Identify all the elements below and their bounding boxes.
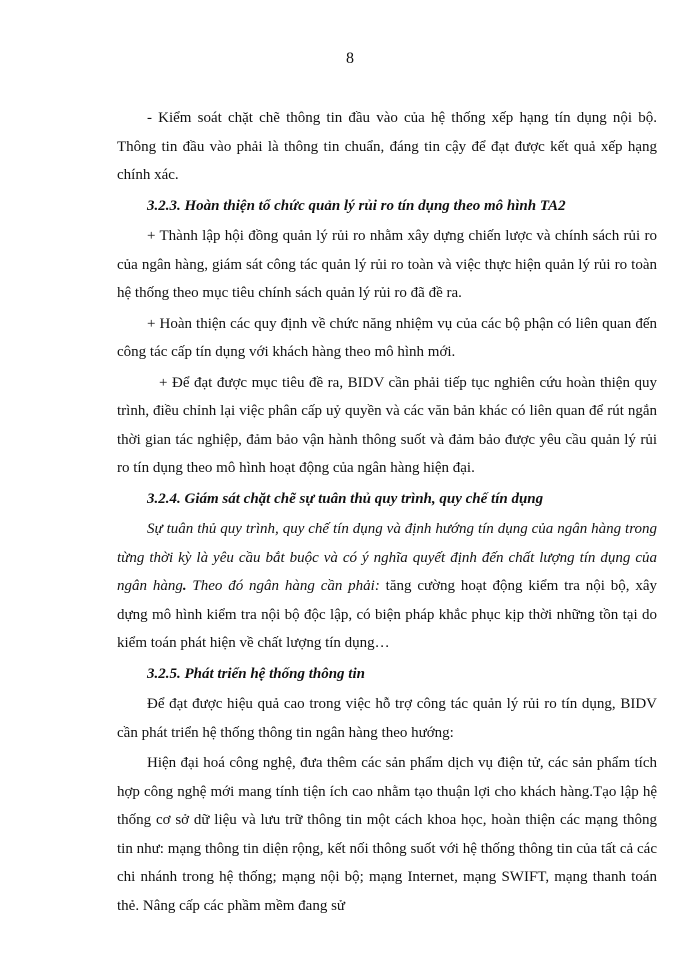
paragraph-regulations: + Hoàn thiện các quy định về chức năng nhiệm vụ của các bộ phận có liên quan đến công tác cấp tín dụng với khách hàng theo mô hình mới. [117, 315, 657, 360]
paragraph-modernization: Hiện đại hoá công nghệ, đưa thêm các sản phẩm dịch vụ điện tử, các sản phẩm tích hợp công nghệ mới mang tính tiện ích cao nhằm tạo thuận lợi cho khách hàng.Tạo lập hệ thống cơ sở dữ liệu và lưu trữ thông tin một cách khoa học, hoàn thiện các mạng thông tin như: mạng thông tin diện rộng, kết nối thông suốt với hệ thống thông tin của tất cả các chi nhánh trong hệ thống; mạng nội bộ; mạng Internet, mạng SWIFT, mạng thanh toán thẻ. Nâng cấp các phầm mềm đang sử [117, 755, 657, 914]
section-heading-3-2-4: 3.2.4. Giám sát chặt chẽ sự tuân thủ quy trình, quy chế tín dụng [147, 490, 544, 507]
compliance-italic-text: Sự tuân thủ quy trình, quy chế tín dụng và định hướng tín dụng của ngân hàng trong từng thời kỳ là yêu cầu bắt buộc và có ý nghĩa quyết định đến chất lượng tín dụng của ngân hàng [117, 521, 657, 594]
page-number: 8 [346, 50, 354, 67]
compliance-body-text: tăng cường hoạt động kiểm tra nội bộ, xây dựng mô hình kiểm tra nội bộ độc lập, có biện pháp khắc phục kịp thời những tồn tại do kiểm toán phát hiện về chất lượng tín dụng… [117, 578, 658, 651]
paragraph-info-system-intro: Để đạt được hiệu quả cao trong việc hỗ trợ công tác quản lý rủi ro tín dụng, BIDV cần phát triển hệ thống thông tin ngân hàng theo hướng: [117, 696, 657, 741]
paragraph-input-control: - Kiểm soát chặt chẽ thông tin đầu vào của hệ thống xếp hạng tín dụng nội bộ. Thông tin đầu vào phải là thông tin chuẩn, đáng tin cậy để đạt được kết quả xếp hạng chính xác. [117, 110, 657, 183]
compliance-bold-dot: . [182, 578, 187, 594]
document-body [117, 104, 657, 922]
paragraph-risk-council: + Thành lập hội đồng quản lý rủi ro nhằm xây dựng chiến lược và chính sách rủi ro của ngân hàng, giám sát công tác quản lý rủi ro toàn và việc thực hiện quản lý rủi ro toàn hệ thống theo mục tiêu chính sách quản lý rủi ro đã đề ra. [117, 228, 657, 301]
compliance-italic-text-2: Theo đó ngân hàng cần phải: [186, 578, 380, 594]
paragraph-compliance [117, 515, 657, 658]
paragraph-bidv-objectives: + Để đạt được mục tiêu đề ra, BIDV cần phải tiếp tục nghiên cứu hoàn thiện quy trình, điều chỉnh lại việc phân cấp uỷ quyền và các văn bản khác có liên quan để rút ngắn thời gian tác nghiệp, đảm bảo vận hành thông suốt và đảm bảo được yêu cầu quản lý rủi ro tín dụng theo mô hình hoạt động của ngân hàng hiện đại. [117, 374, 657, 476]
section-heading-3-2-3: 3.2.3. Hoàn thiện tổ chức quản lý rủi ro tín dụng theo mô hình TA2 [147, 197, 566, 214]
section-heading-3-2-5: 3.2.5. Phát triển hệ thống thông tin [147, 665, 365, 682]
